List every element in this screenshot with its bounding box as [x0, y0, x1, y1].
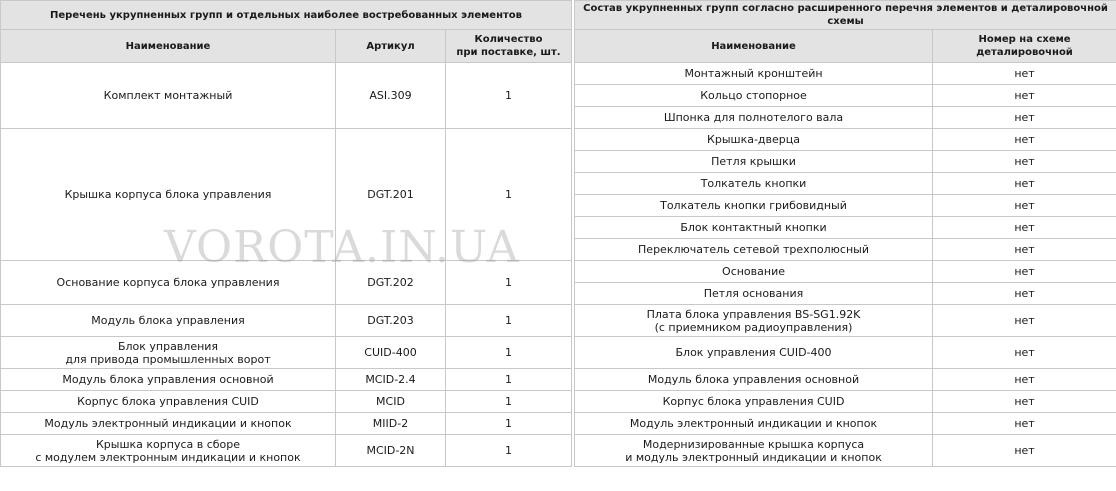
scheme-number-cell: нет — [933, 391, 1116, 413]
element-name-cell: Модернизированные крышка корпуса и модуль электронный индикации и кнопок — [575, 435, 933, 467]
element-name-cell: Корпус блока управления CUID — [575, 391, 933, 413]
col-header-name: Наименование — [1, 30, 336, 63]
group-name-cell: Крышка корпуса в сборе с модулем электронным индикации и кнопок — [1, 435, 336, 467]
col-header-scheme-number: Номер на схеме деталировочной — [933, 30, 1116, 63]
scheme-number-cell: нет — [933, 173, 1116, 195]
scheme-number-cell: нет — [933, 107, 1116, 129]
group-name-cell: Блок управления для привода промышленных ворот — [1, 337, 336, 369]
element-name-cell: Модуль блока управления основной — [575, 369, 933, 391]
table-row — [1, 391, 1116, 413]
scheme-number-cell: нет — [933, 85, 1116, 107]
table-row — [1, 337, 1116, 369]
element-name-cell: Петля крышки — [575, 151, 933, 173]
group-qty-cell: 1 — [446, 261, 572, 305]
element-name-cell: Модуль электронный индикации и кнопок — [575, 413, 933, 435]
group-qty-cell: 1 — [446, 129, 572, 261]
element-name-cell: Блок управления CUID-400 — [575, 337, 933, 369]
group-name-cell: Крышка корпуса блока управления — [1, 129, 336, 261]
group-qty-cell: 1 — [446, 337, 572, 369]
table-row — [1, 413, 1116, 435]
scheme-number-cell: нет — [933, 239, 1116, 261]
scheme-number-cell: нет — [933, 63, 1116, 85]
scheme-number-cell: нет — [933, 195, 1116, 217]
element-name-cell: Блок контактный кнопки — [575, 217, 933, 239]
group-qty-cell: 1 — [446, 305, 572, 337]
element-name-cell: Кольцо стопорное — [575, 85, 933, 107]
scheme-number-cell: нет — [933, 283, 1116, 305]
group-qty-cell: 1 — [446, 413, 572, 435]
col-header-element-name: Наименование — [575, 30, 933, 63]
group-article-cell: DGT.201 — [336, 129, 446, 261]
group-name-cell: Модуль блока управления — [1, 305, 336, 337]
col-header-article: Артикул — [336, 30, 446, 63]
group-name-cell: Модуль блока управления основной — [1, 369, 336, 391]
column-header-row — [1, 30, 1116, 63]
group-article-cell: MCID-2N — [336, 435, 446, 467]
table-row — [1, 369, 1116, 391]
scheme-number-cell: нет — [933, 129, 1116, 151]
element-name-cell: Переключатель сетевой трехполюсный — [575, 239, 933, 261]
table-row — [1, 305, 1116, 337]
group-article-cell: DGT.202 — [336, 261, 446, 305]
scheme-number-cell: нет — [933, 369, 1116, 391]
table-body — [1, 63, 1116, 467]
group-article-cell: MCID — [336, 391, 446, 413]
section-header-row — [1, 1, 1116, 30]
group-name-cell: Основание корпуса блока управления — [1, 261, 336, 305]
element-name-cell: Плата блока управления BS-SG1.92K (с приемником радиоуправления) — [575, 305, 933, 337]
scheme-number-cell: нет — [933, 435, 1116, 467]
group-article-cell: CUID-400 — [336, 337, 446, 369]
scheme-number-cell: нет — [933, 151, 1116, 173]
group-name-cell: Модуль электронный индикации и кнопок — [1, 413, 336, 435]
right-section-title: Состав укрупненных групп согласно расширенного перечня элементов и деталировочной схемы — [575, 1, 1116, 30]
group-article-cell: DGT.203 — [336, 305, 446, 337]
element-name-cell: Монтажный кронштейн — [575, 63, 933, 85]
group-name-cell: Комплект монтажный — [1, 63, 336, 129]
group-article-cell: MCID-2.4 — [336, 369, 446, 391]
watermark: VOROTA.IN.UA — [164, 222, 520, 273]
table-row — [1, 63, 1116, 85]
scheme-number-cell: нет — [933, 261, 1116, 283]
left-section-title: Перечень укрупненных групп и отдельных наиболее востребованных элементов — [1, 1, 572, 30]
element-name-cell: Шпонка для полнотелого вала — [575, 107, 933, 129]
scheme-number-cell: нет — [933, 305, 1116, 337]
element-name-cell: Петля основания — [575, 283, 933, 305]
table-row — [1, 261, 1116, 283]
table-row — [1, 129, 1116, 151]
group-qty-cell: 1 — [446, 369, 572, 391]
group-qty-cell: 1 — [446, 63, 572, 129]
group-article-cell: MIID-2 — [336, 413, 446, 435]
element-name-cell: Основание — [575, 261, 933, 283]
table-row — [1, 435, 1116, 467]
col-header-qty: Количество при поставке, шт. — [446, 30, 572, 63]
element-name-cell: Толкатель кнопки грибовидный — [575, 195, 933, 217]
group-name-cell: Корпус блока управления CUID — [1, 391, 336, 413]
scheme-number-cell: нет — [933, 337, 1116, 369]
group-article-cell: ASI.309 — [336, 63, 446, 129]
group-qty-cell: 1 — [446, 435, 572, 467]
element-name-cell: Толкатель кнопки — [575, 173, 933, 195]
scheme-number-cell: нет — [933, 413, 1116, 435]
element-name-cell: Крышка-дверца — [575, 129, 933, 151]
group-qty-cell: 1 — [446, 391, 572, 413]
scheme-number-cell: нет — [933, 217, 1116, 239]
